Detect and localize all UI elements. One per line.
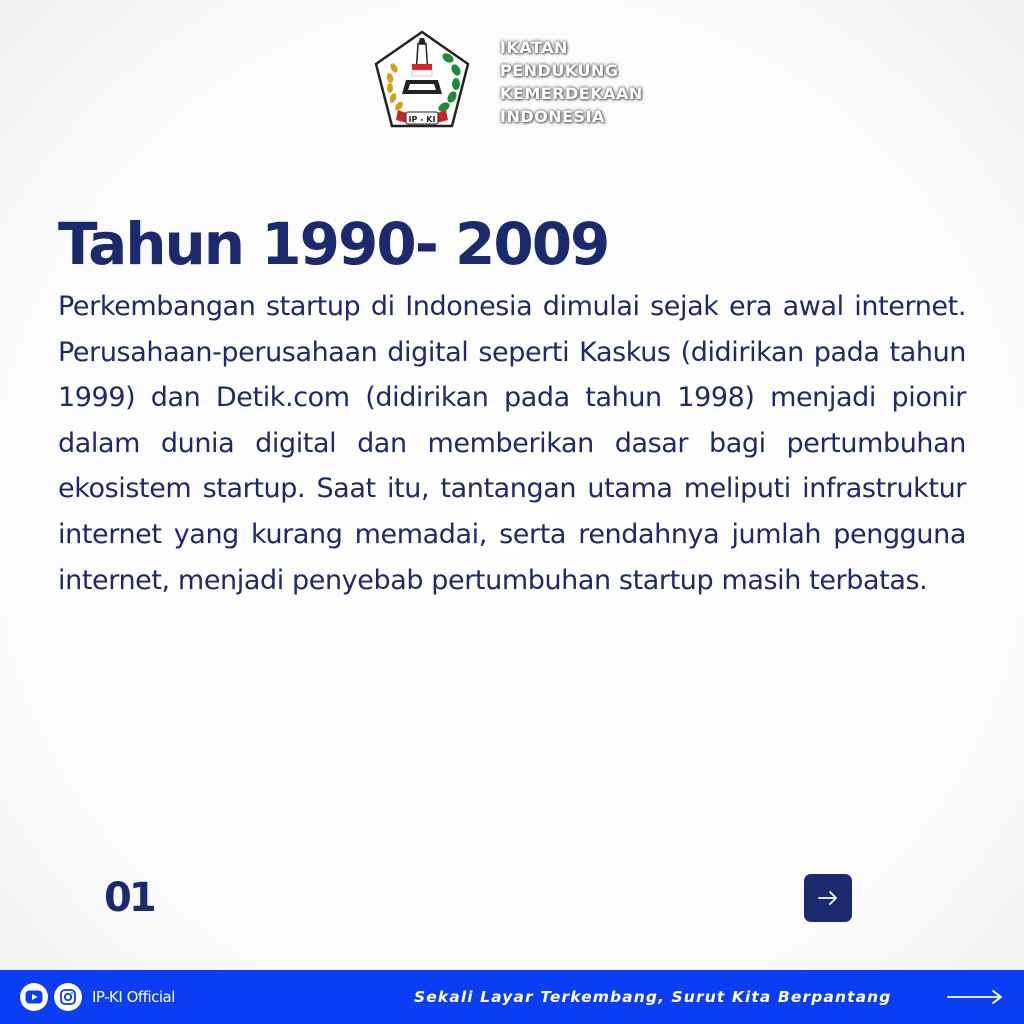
footer-bar	[0, 970, 1024, 1024]
footer-slogan: Sekali Layar Terkembang, Surut Kita Berpantang	[414, 988, 892, 1006]
social-handle[interactable]: IP-KI Official	[92, 988, 175, 1006]
organization-name	[500, 36, 643, 128]
logo-emblem-icon	[370, 28, 474, 132]
arrow-right-icon	[816, 886, 840, 910]
instagram-icon	[60, 989, 76, 1005]
instagram-link[interactable]	[54, 983, 82, 1011]
logo-text: IP - KI	[408, 115, 436, 124]
org-name-line: INDONESIA	[500, 107, 605, 126]
long-arrow-right-icon	[946, 988, 1004, 1006]
next-slide-button[interactable]	[804, 874, 852, 922]
org-name-line: KEMERDEKAAN	[500, 84, 643, 103]
page-title: Tahun 1990- 2009	[58, 210, 609, 278]
ipki-logo	[370, 28, 474, 132]
youtube-icon	[25, 990, 43, 1004]
youtube-link[interactable]	[20, 983, 48, 1011]
org-name-line: IKATAN	[500, 38, 568, 57]
body-paragraph: Perkembangan startup di Indonesia dimulai sejak era awal internet. Perusahaan-perusahaan digital seperti Kaskus (didirikan pada tahun 1999) dan Detik.com (didirikan pada tahun 1998) menjadi pionir dalam dunia digital dan memberikan dasar bagi pertumbuhan ekosistem startup. Saat itu, tantangan utama meliputi infrastruktur internet yang kurang memadai, serta rendahnya jumlah pengguna internet, menjadi penyebab pertumbuhan startup masih terbatas.	[58, 291, 966, 596]
page-number: 01	[104, 875, 154, 921]
org-name-line: PENDUKUNG	[500, 61, 619, 80]
